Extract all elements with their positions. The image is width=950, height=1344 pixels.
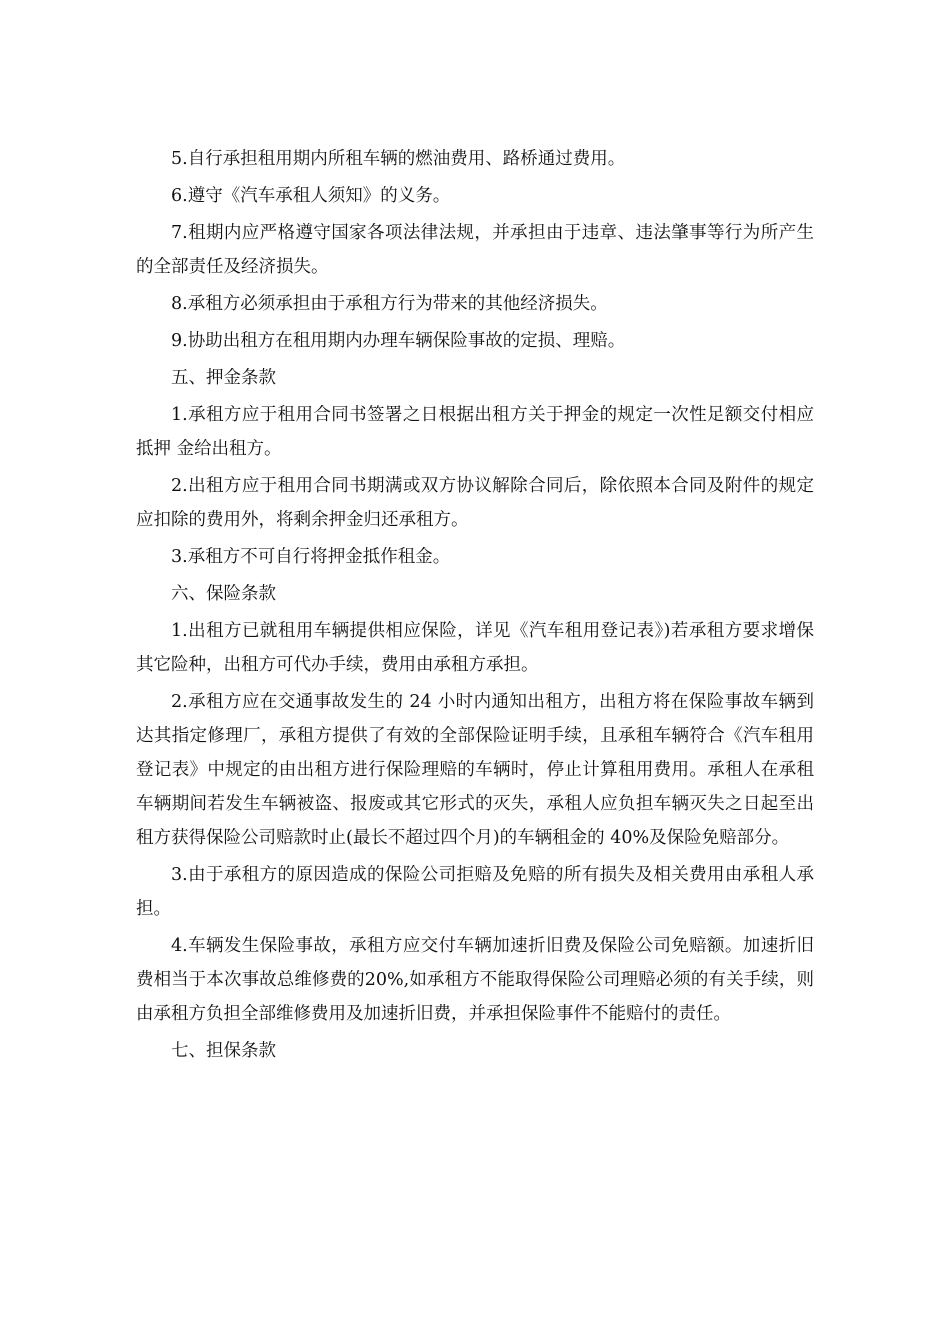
clause-7-legal-compliance: 7.租期内应严格遵守国家各项法律法规，并承担由于违章、违法肇事等行为所产生的全部责任及经济损失。: [136, 223, 814, 277]
insurance-clause-4: 4.车辆发生保险事故，承租方应交付车辆加速折旧费及保险公司免赔额。加速折旧费相当于本次事故总维修费的20%,如承租方不能取得保险公司理赔必须的有关手续，则由承租方负担全部维修费用及加速折旧费，并承担保险事件不能赔付的责任。: [136, 936, 814, 1024]
document-page: [136, 142, 814, 1071]
deposit-clause-1: 1.承租方应于租用合同书签署之日根据出租方关于押金的规定一次性足额交付相应抵押 金给出租方。: [136, 405, 814, 459]
section-heading-guarantee: 七、担保条款: [171, 1041, 276, 1061]
clause-5-fuel-costs: 5.自行承担租用期内所租车辆的燃油费用、路桥通过费用。: [171, 149, 626, 169]
clause-8-other-losses: 8.承租方必须承担由于承租方行为带来的其他经济损失。: [171, 294, 608, 314]
section-heading-insurance: 六、保险条款: [171, 584, 276, 604]
deposit-clause-3: 3.承租方不可自行将押金抵作租金。: [171, 547, 451, 567]
insurance-clause-3: 3.由于承租方的原因造成的保险公司拒赔及免赔的所有损失及相关费用由承租人承担。: [136, 865, 814, 919]
insurance-clause-2: 2.承租方应在交通事故发生的 24 小时内通知出租方，出租方将在保险事故车辆到达其指定修理厂，承租方提供了有效的全部保险证明手续，且承租车辆符合《汽车租用登记表》中规定的由出租方进行保险理赔的车辆时，停止计算租用费用。承租人在承租车辆期间若发生车辆被盗、报废或其它形式的灭失，承租人应负担车辆灭失之日起至出租方获得保险公司赔款时止(最长不超过四个月)的车辆租金的 40%及保险免赔部分。: [136, 692, 814, 848]
deposit-clause-2: 2.出租方应于租用合同书期满或双方协议解除合同后，除依照本合同及附件的规定应扣除的费用外，将剩余押金归还承租方。: [136, 476, 814, 530]
section-heading-deposit: 五、押金条款: [171, 368, 276, 388]
clause-9-insurance-assist: 9.协助出租方在租用期内办理车辆保险事故的定损、理赔。: [171, 331, 626, 351]
clause-6-renter-notice: 6.遵守《汽车承租人须知》的义务。: [171, 186, 451, 206]
insurance-clause-1: 1.出租方已就租用车辆提供相应保险，详见《汽车租用登记表》)若承租方要求增保其它险种，出租方可代办手续，费用由承租方承担。: [136, 621, 814, 675]
